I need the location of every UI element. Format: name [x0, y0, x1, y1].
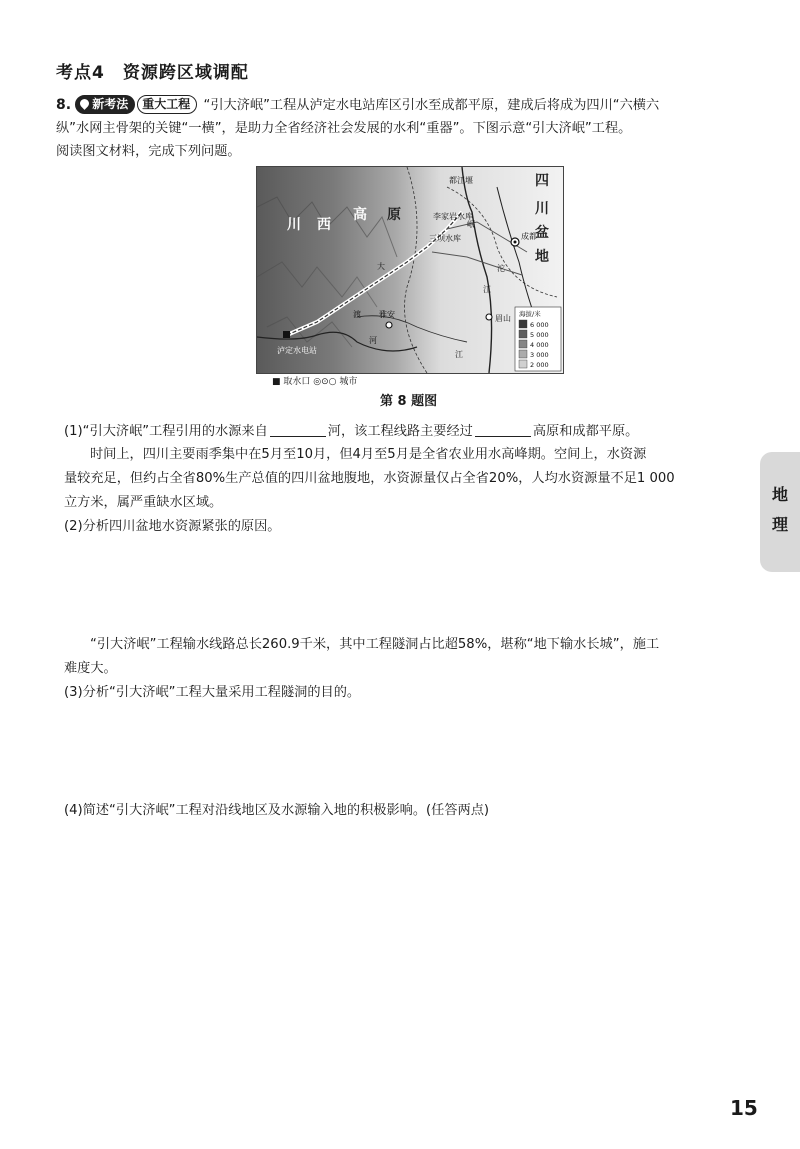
legend-label: 5 000: [530, 331, 549, 339]
intro-line-2: 纵”水网主骨架的关键“一横”，是助力全省经济社会发展的水利“重器”。下图示意“引大济岷”工程。: [56, 121, 632, 136]
intake-label: 泸定水电站: [277, 346, 317, 355]
legend-swatch: [519, 340, 527, 348]
basin-char-3: 盆: [535, 225, 549, 241]
dadu-char-1: 大: [377, 262, 385, 271]
plateau-char-4: 原: [387, 207, 401, 223]
sub1-part-b: 河，该工程线路主要经过: [327, 424, 473, 439]
side-tab-char-1: 地: [771, 485, 788, 504]
min-char-2: 江: [483, 285, 491, 294]
basin-char-2: 川: [535, 201, 549, 217]
side-tab-char-2: 理: [771, 515, 788, 534]
sub-question-3: (3)分析“引大济岷”工程大量采用工程隧洞的目的。: [64, 685, 361, 700]
dadu-char-3: 河: [369, 336, 377, 345]
answer-blank-1[interactable]: [270, 420, 326, 437]
meishan-label: 眉山: [495, 314, 511, 323]
para2-line-2: 难度大。: [64, 661, 117, 676]
tuo-label: 沱: [497, 264, 505, 273]
legend-swatch: [519, 360, 527, 368]
figure-caption: 第 8 题图: [380, 394, 438, 409]
map-bottom-legend: ■ 取水口 ◎⊙○ 城市: [272, 377, 358, 387]
yaan-label: 雅安: [379, 310, 395, 319]
legend-label: 6 000: [530, 321, 549, 329]
legend-label: 4 000: [530, 341, 549, 349]
basin-char-4: 地: [535, 249, 549, 265]
legend-label: 2 000: [530, 361, 549, 369]
plateau-char-3: 高: [353, 207, 367, 223]
major-project-tag: 重大工程: [137, 95, 197, 114]
intro-line-1: “引大济岷”工程从泸定水电站库区引水至成都平原，建成后将成为四川“六横六: [203, 98, 660, 113]
para1-line-2: 量较充足，但约占全省80%生产总值的四川盆地腹地，水资源量仅占全省20%，人均水资源量不足1 000: [64, 471, 675, 486]
elevation-legend: [515, 307, 561, 371]
water-intake-icon: [283, 331, 290, 338]
legend-title: 海拔/米: [519, 310, 541, 318]
dujiangyan-label: 都江堰: [449, 176, 473, 185]
legend-label: 3 000: [530, 351, 549, 359]
page-number: 15: [730, 1096, 758, 1120]
para1-line-3: 立方米，属严重缺水区域。: [64, 495, 223, 510]
question-number: 8.: [56, 97, 72, 113]
sub-question-4: (4)简述“引大济岷”工程对沿线地区及水源输入地的积极影响。(任答两点): [64, 803, 490, 818]
section-title: 考点4 资源跨区域调配: [56, 63, 249, 83]
map-figure: [256, 166, 564, 374]
answer-blank-2[interactable]: [475, 420, 531, 437]
sub1-part-c: 高原和成都平原。: [532, 424, 639, 439]
intro-line-3: 阅读图文材料，完成下列问题。: [56, 144, 241, 159]
plateau-char-2: 西: [317, 217, 331, 233]
legend-swatch: [519, 320, 527, 328]
para1-line-1: 时间上，四川主要雨季集中在5月至10月，但4月至5月是全省农业用水高峰期。空间上，水资源: [90, 447, 647, 462]
reservoir-1-label: 李家岩水库: [433, 212, 473, 221]
sub-question-2: (2)分析四川盆地水资源紧张的原因。: [64, 519, 281, 534]
city-meishan-icon: [486, 314, 492, 320]
city-yaan-icon: [386, 322, 392, 328]
question-intro: [56, 93, 756, 118]
new-method-tag: 新考法: [75, 95, 135, 114]
legend-swatch: [519, 330, 527, 338]
basin-char-1: 四: [535, 173, 549, 189]
legend-swatch: [519, 350, 527, 358]
qingyi-label: 江: [455, 350, 463, 359]
subject-side-tab: [760, 452, 800, 572]
chengdu-label: 成都: [521, 232, 537, 241]
min-char-1: 岷: [467, 220, 475, 229]
para2-line-1: “引大济岷”工程输水线路总长260.9千米，其中工程隧洞占比超58%，堪称“地下输水长城”，施工: [90, 637, 660, 652]
sub1-part-a: (1)“引大济岷”工程引用的水源来自: [64, 424, 268, 439]
plateau-char-1: 川: [287, 217, 301, 233]
reservoir-2-label: 三坝水库: [429, 234, 461, 243]
sub-question-1: [64, 420, 638, 443]
location-pin-icon: [78, 97, 91, 110]
dadu-char-2: 渡: [353, 310, 361, 319]
